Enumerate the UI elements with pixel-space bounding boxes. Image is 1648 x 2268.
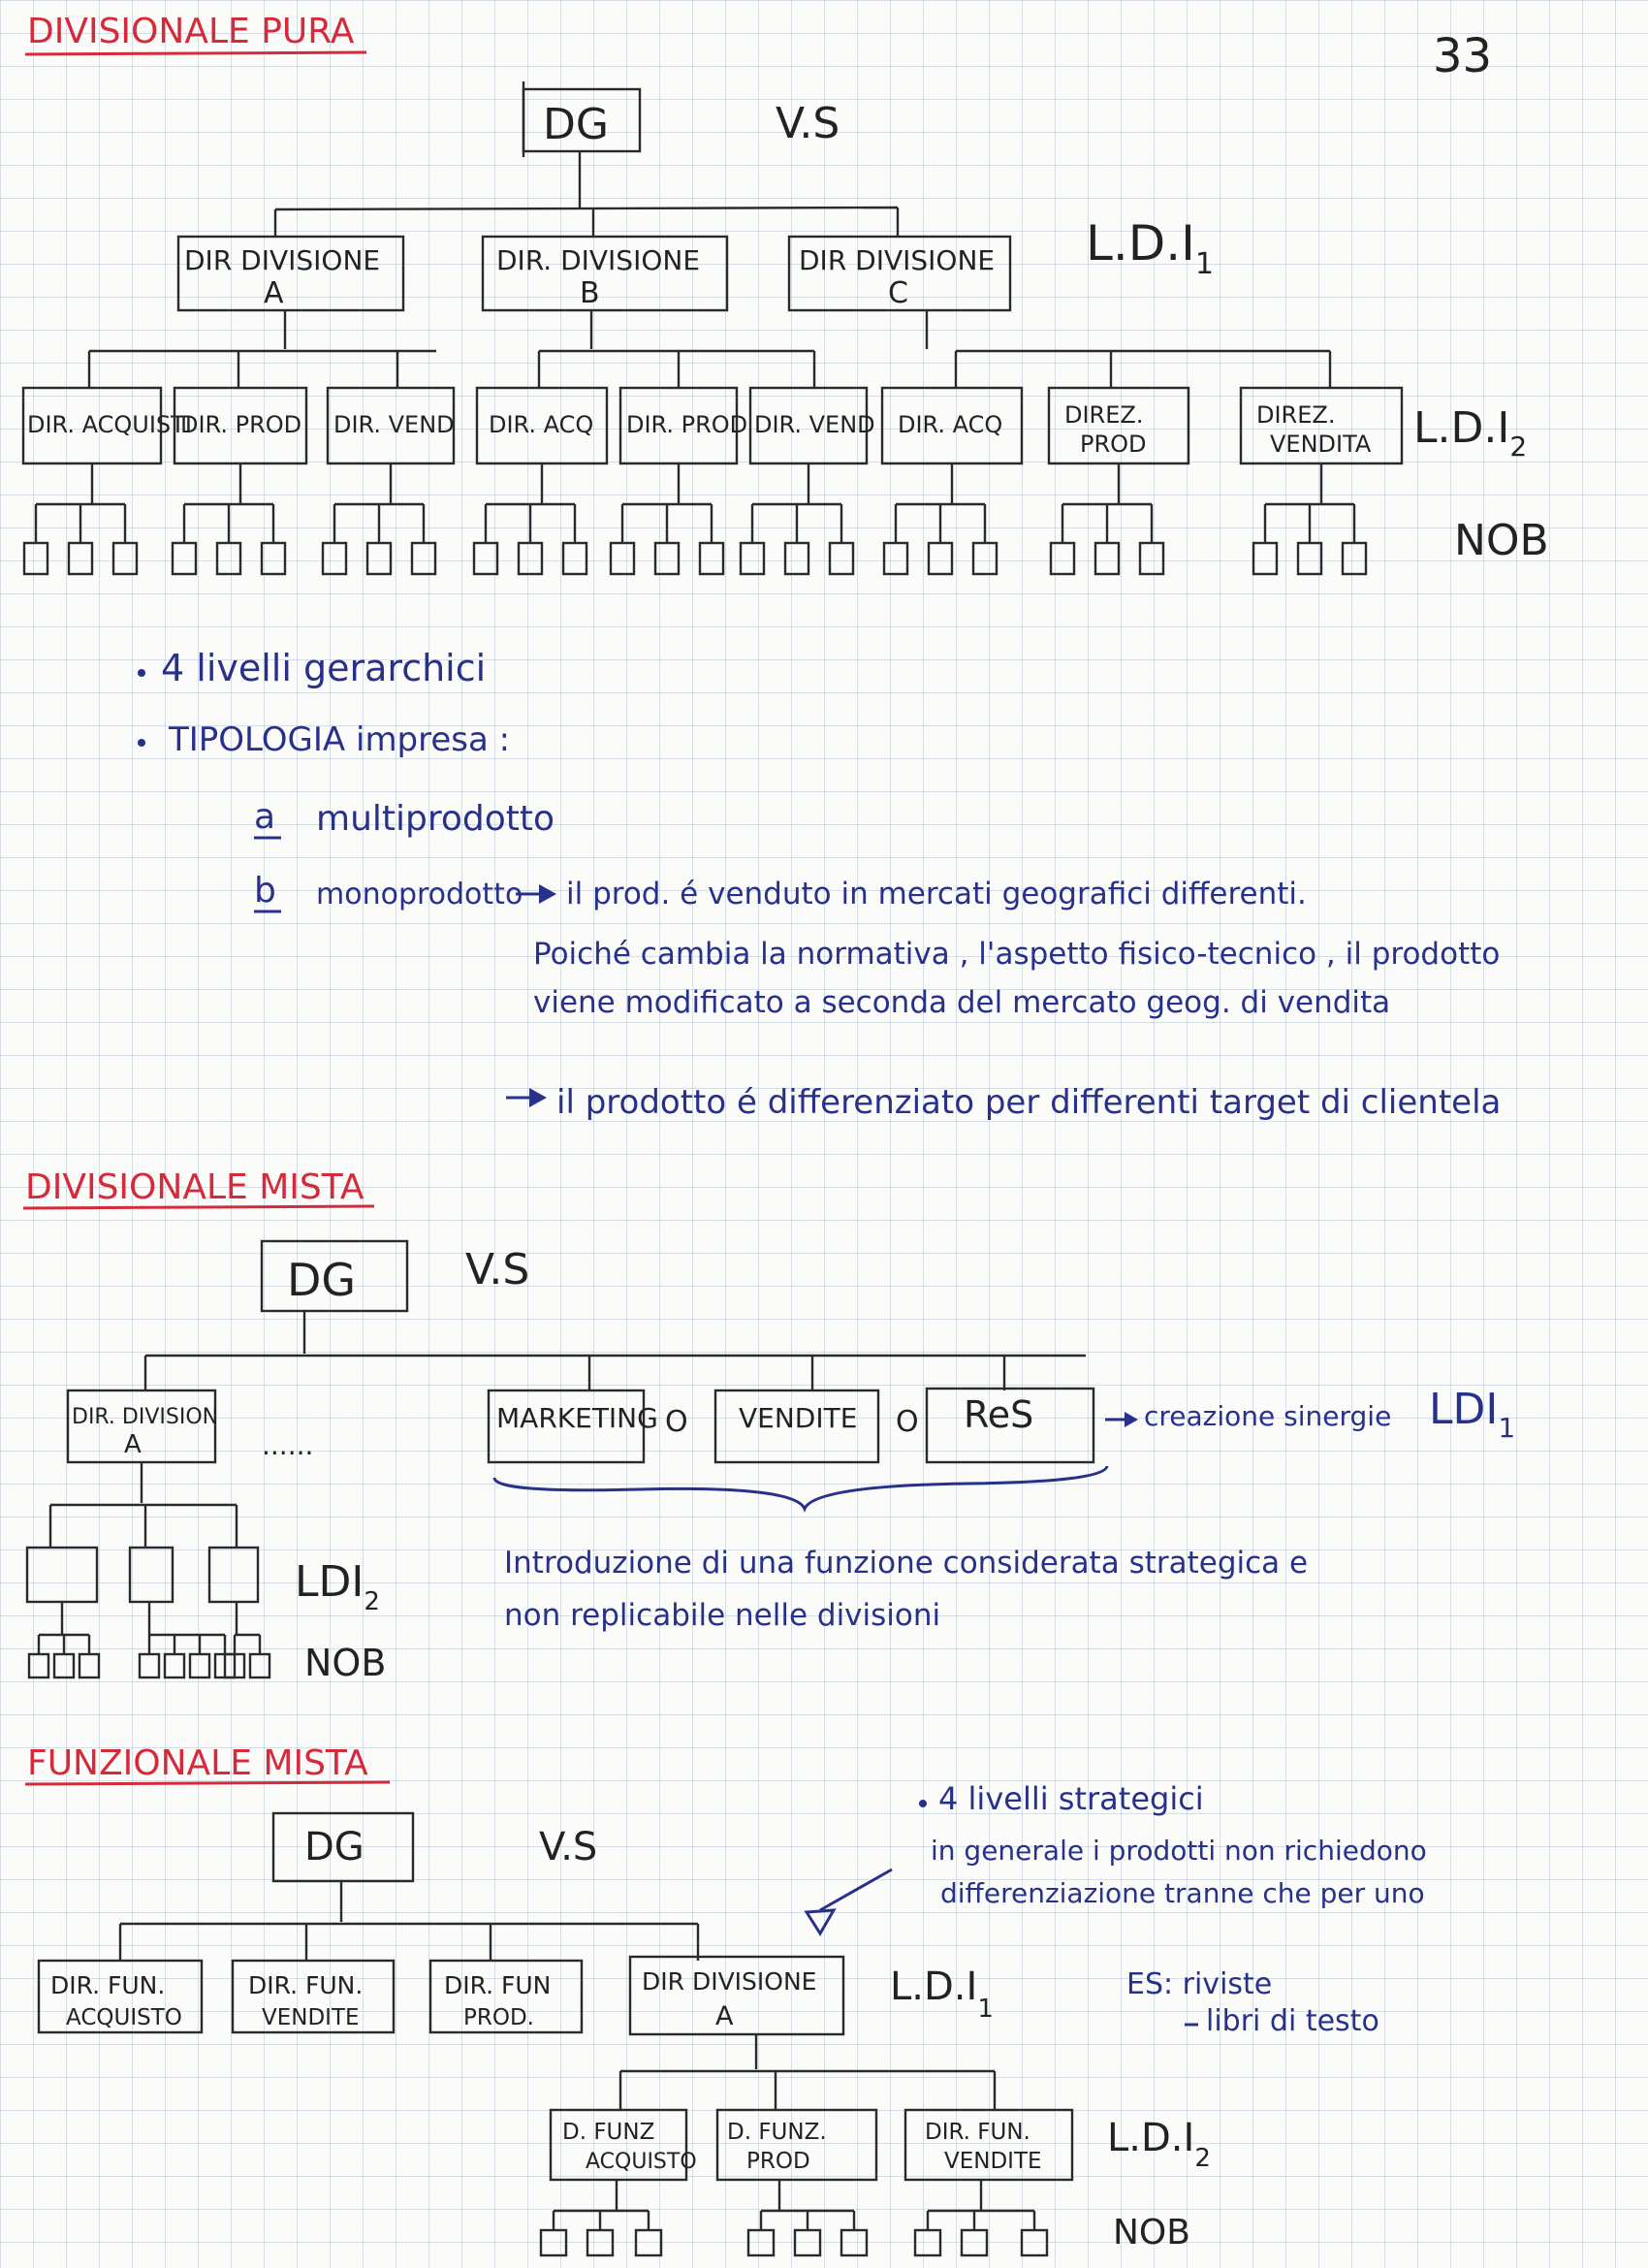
unit-box	[962, 2230, 987, 2255]
unit-box	[830, 543, 853, 574]
unit-box	[884, 543, 907, 574]
ldi2-label: $LDI_2$	[295, 1557, 380, 1616]
unit-box	[915, 2230, 940, 2255]
vs-label: V.S	[776, 99, 840, 148]
unit-box	[69, 543, 92, 574]
svg-text:DIR. FUN.: DIR. FUN.	[248, 1971, 364, 1999]
svg-text:DIR. VEND: DIR. VEND	[333, 411, 455, 438]
svg-text:DIR. ACQUISTI: DIR. ACQUISTI	[27, 411, 192, 438]
unit-box	[79, 1654, 99, 1677]
arrow-icon	[529, 1088, 547, 1107]
svg-text:DIR DIVISIONE: DIR DIVISIONE	[642, 1967, 817, 1996]
unit-box	[700, 543, 723, 574]
bullet-dot	[919, 1800, 927, 1807]
unit-box	[1095, 543, 1119, 574]
unit-box	[563, 543, 586, 574]
unit-box	[519, 543, 542, 574]
div-a-line2: A	[124, 1430, 142, 1459]
svg-text:DIR. VEND: DIR. VEND	[754, 411, 875, 438]
unit-box	[474, 543, 497, 574]
unit-box	[323, 543, 346, 574]
unit-box	[611, 543, 634, 574]
intro-line1: Introduzione di una funzione considerata strategica e	[504, 1546, 1309, 1581]
unit-box	[748, 2230, 774, 2255]
section-title-funzionale-mista: FUNZIONALE MISTA	[27, 1743, 368, 1783]
unit-box	[541, 2230, 566, 2255]
svg-text:DIR. FUN: DIR. FUN	[444, 1971, 552, 1999]
unit-box	[636, 2230, 661, 2255]
arrow-icon	[807, 1910, 834, 1933]
unit-box	[973, 543, 997, 574]
bullet-dot	[138, 739, 145, 747]
unit-box	[587, 2230, 613, 2255]
level2-row	[23, 388, 1402, 463]
dg-label: DG	[543, 100, 609, 149]
nob-row	[29, 1602, 269, 1677]
brace	[494, 1466, 1107, 1509]
es-label: ES: riviste	[1126, 1967, 1273, 2001]
unit-box	[841, 2230, 867, 2255]
unit-box	[741, 543, 764, 574]
note-levels: 4 livelli strategici	[938, 1780, 1204, 1817]
or-label: O	[665, 1405, 688, 1439]
svg-text:DIR. ACQ: DIR. ACQ	[489, 411, 594, 438]
point-b-line3: viene modificato a seconda del mercato geog. di vendita	[533, 985, 1391, 1020]
unit-box	[29, 1654, 48, 1677]
unit-box	[655, 543, 679, 574]
point-b-text: monoprodotto	[316, 878, 523, 911]
vs-label: V.S	[539, 1825, 598, 1869]
ldi1-label: $L.D.I_1$	[1086, 215, 1214, 281]
unit-box	[367, 543, 391, 574]
div-a-line1: DIR. DIVISION	[72, 1405, 219, 1429]
unit-box	[250, 1654, 269, 1677]
unit-box	[113, 543, 137, 574]
svg-text:DIR. FUN.: DIR. FUN.	[925, 2120, 1030, 2145]
unit-box	[190, 1654, 209, 1677]
point-a-text: multiprodotto	[316, 799, 555, 839]
div-a-line2: A	[264, 276, 284, 310]
svg-text:DIREZ.: DIREZ.	[1064, 401, 1144, 429]
div-c-line1: DIR DIVISIONE	[799, 244, 996, 276]
unit-box	[412, 543, 435, 574]
svg-text:A: A	[715, 2001, 734, 2031]
section-title-divisionale-mista: DIVISIONALE MISTA	[25, 1167, 364, 1207]
res-label: ReS	[964, 1393, 1034, 1436]
point-b-line2: Poiché cambia la normativa , l'aspetto fisico-tecnico , il prodotto	[533, 937, 1501, 972]
bullet-tipologia: TIPOLOGIA impresa :	[169, 720, 511, 759]
point-b-line4: il prodotto é differenziato per differenti target di clientela	[556, 1083, 1502, 1122]
ldi1-label: $LDI_1$	[1429, 1385, 1516, 1444]
bullet-levels: 4 livelli gerarchici	[161, 647, 487, 689]
ldi2-label: $L.D.I_2$	[1413, 403, 1528, 463]
unit-box	[140, 1654, 159, 1677]
nob-label: NOB	[1113, 2213, 1190, 2252]
svg-text:PROD.: PROD.	[463, 2005, 534, 2030]
svg-text:VENDITA: VENDITA	[1270, 431, 1372, 458]
bullet-dot	[138, 669, 145, 677]
unit-box	[1051, 543, 1074, 574]
unit-box	[1140, 543, 1163, 574]
svg-text:D. FUNZ.: D. FUNZ.	[727, 2120, 827, 2145]
ldi1-label: $L.D.I_1$	[890, 1965, 994, 2024]
nob-row	[24, 463, 1366, 574]
section-title-divisionale-pura: DIVISIONALE PURA	[27, 12, 355, 51]
unit-box	[173, 543, 196, 574]
point-b-arrow-text: il prod. é venduto in mercati geografici differenti.	[566, 877, 1307, 911]
svg-text:VENDITE: VENDITE	[944, 2149, 1042, 2174]
unit-box	[1343, 543, 1366, 574]
ellipsis: ......	[262, 1429, 314, 1461]
note-line2: in generale i prodotti non richiedono	[931, 1835, 1427, 1867]
unit-box	[54, 1654, 74, 1677]
svg-text:ACQUISTO: ACQUISTO	[586, 2150, 697, 2174]
unit-box	[165, 1654, 184, 1677]
unit-box	[1253, 543, 1277, 574]
unit-box	[217, 543, 240, 574]
svg-text:DIR. PROD: DIR. PROD	[180, 411, 302, 438]
title-underline	[25, 52, 366, 54]
unit-box	[785, 543, 808, 574]
svg-text:DIR. FUN.: DIR. FUN.	[50, 1971, 166, 1999]
svg-text:PROD: PROD	[746, 2149, 810, 2174]
svg-text:D. FUNZ: D. FUNZ	[562, 2120, 655, 2145]
svg-text:DIR. PROD: DIR. PROD	[626, 411, 748, 438]
svg-text:VENDITE: VENDITE	[262, 2005, 360, 2030]
vs-label: V.S	[465, 1245, 530, 1294]
unit-box	[262, 543, 285, 574]
note-line3: differenziazione tranne che per uno	[940, 1877, 1425, 1909]
div-b-line2: B	[580, 276, 600, 310]
or-label: O	[896, 1405, 919, 1439]
unit-box	[24, 543, 48, 574]
unit-box	[929, 543, 952, 574]
svg-text:PROD: PROD	[1080, 431, 1147, 458]
vendite-label: VENDITE	[739, 1402, 858, 1434]
arrow-icon	[1125, 1412, 1138, 1427]
ldi2-label: $L.D.I_2$	[1107, 2116, 1211, 2173]
marketing-label: MARKETING	[496, 1402, 658, 1434]
es-item2: libri di testo	[1206, 2004, 1379, 2038]
intro-line2: non replicabile nelle divisioni	[504, 1598, 941, 1633]
svg-text:DIR. ACQ: DIR. ACQ	[898, 411, 1003, 438]
div-a-line1: DIR DIVISIONE	[184, 244, 381, 276]
point-b-mark: b	[254, 871, 276, 910]
page-number: 33	[1433, 29, 1493, 83]
unit-box	[130, 1548, 173, 1602]
svg-text:ACQUISTO: ACQUISTO	[66, 2005, 182, 2030]
point-a-mark: a	[254, 797, 276, 837]
div-b-line1: DIR. DIVISIONE	[496, 244, 701, 276]
nob-label: NOB	[304, 1642, 387, 1684]
unit-box	[1298, 543, 1321, 574]
dg-label: DG	[287, 1254, 357, 1306]
svg-text:DIREZ.: DIREZ.	[1256, 401, 1336, 429]
nob-row	[541, 2180, 1047, 2255]
nob-label: NOB	[1454, 516, 1549, 565]
dg-label: DG	[304, 1825, 364, 1869]
creazione-sinergie: creazione sinergie	[1144, 1400, 1392, 1432]
arrow-icon	[539, 884, 556, 904]
unit-box	[795, 2230, 820, 2255]
unit-box	[209, 1548, 258, 1602]
div-c-line2: C	[888, 276, 908, 310]
unit-box	[1022, 2230, 1047, 2255]
unit-box	[27, 1548, 97, 1602]
